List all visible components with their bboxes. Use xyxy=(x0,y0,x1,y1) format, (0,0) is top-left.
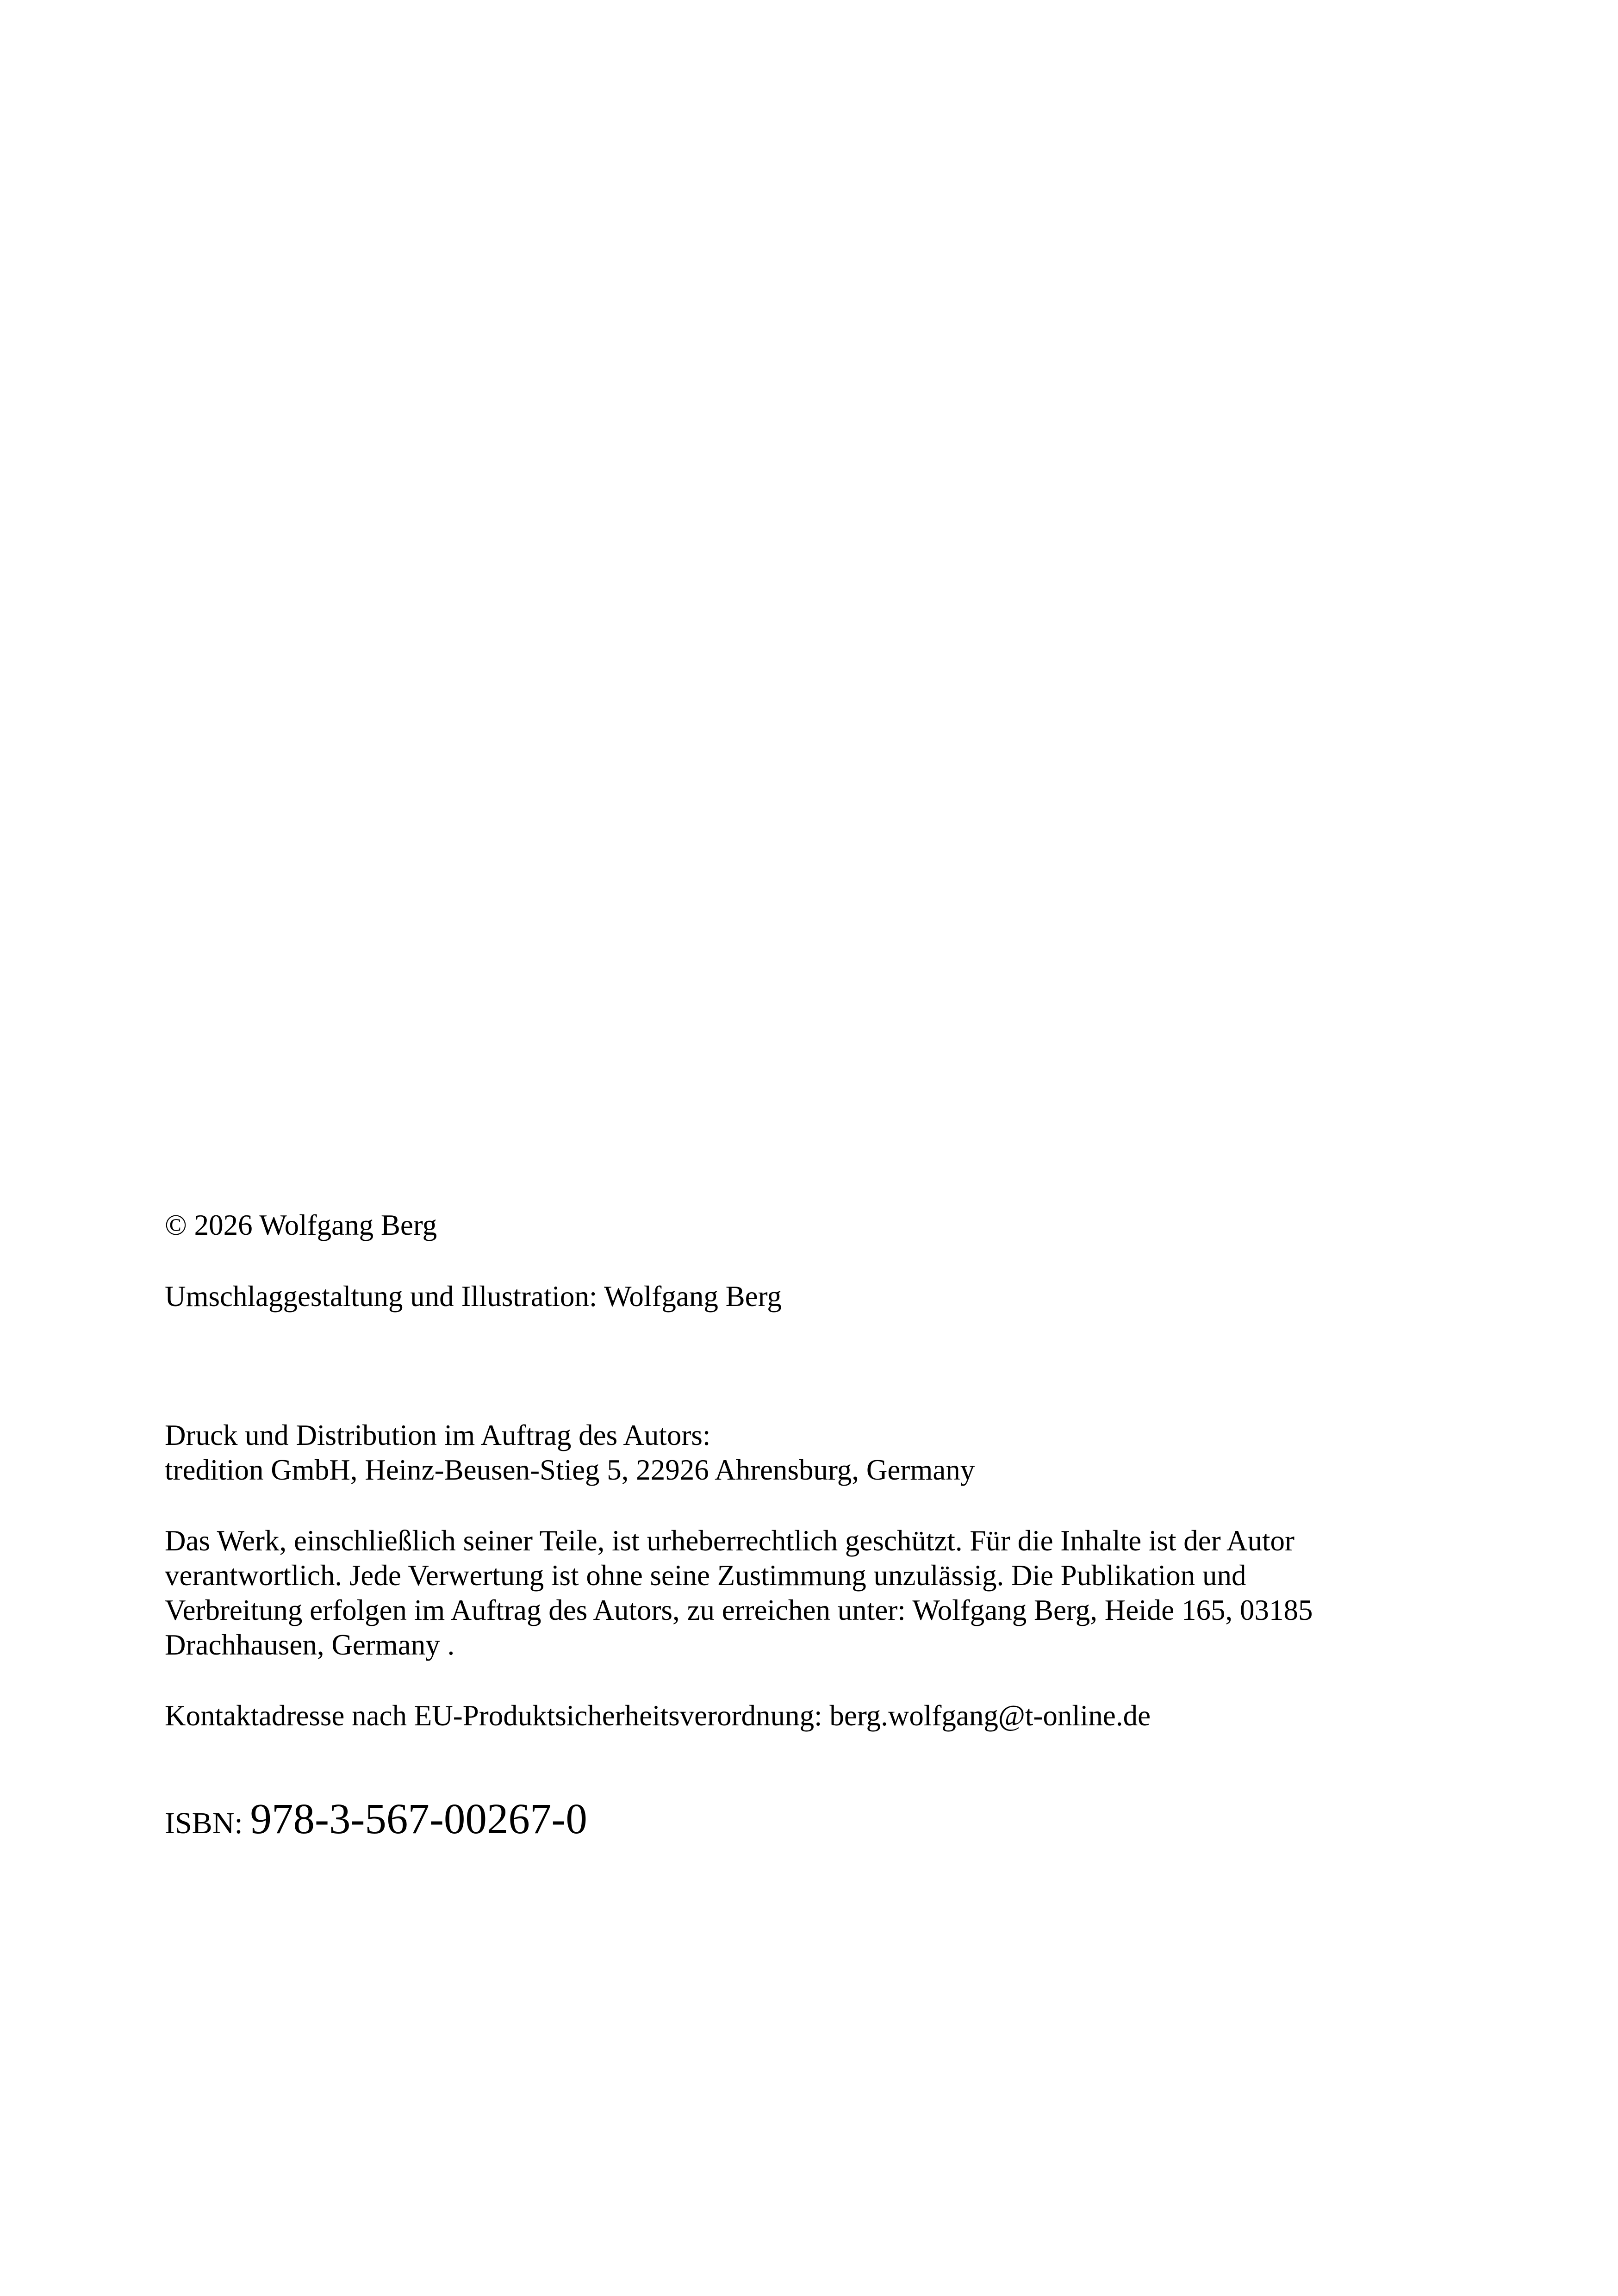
isbn-number: 978-3-567-00267-0 xyxy=(250,1795,587,1843)
legal-line-3: Verbreitung erfolgen im Auftrag des Autors, zu erreichen unter: Wolfgang Berg, Heide 165, 03185 xyxy=(165,1594,1313,1626)
isbn xyxy=(165,1794,1488,1849)
printer-line-1: Druck und Distribution im Auftrag des Autors: xyxy=(165,1419,711,1451)
isbn-label: ISBN: xyxy=(165,1806,243,1840)
legal-notice xyxy=(165,1524,1488,1662)
contact-text: Kontaktadresse nach EU-Produktsicherheitsverordnung: berg.wolfgang@t-online.de xyxy=(165,1699,1151,1732)
copyright-text: © 2026 Wolfgang Berg xyxy=(165,1209,437,1241)
legal-line-1: Das Werk, einschließlich seiner Teile, ist urheberrechtlich geschützt. Für die Inhalte ist der Autor xyxy=(165,1524,1294,1557)
printer-line-2: tredition GmbH, Heinz-Beusen-Stieg 5, 22926 Ahrensburg, Germany xyxy=(165,1454,975,1486)
cover-credit-text: Umschlaggestaltung und Illustration: Wolfgang Berg xyxy=(165,1280,782,1313)
copyright-notice xyxy=(165,1208,1488,1243)
contact-info xyxy=(165,1699,1488,1733)
cover-credit xyxy=(165,1279,1488,1314)
legal-line-2: verantwortlich. Jede Verwertung ist ohne seine Zustimmung unzulässig. Die Publikation und xyxy=(165,1559,1246,1592)
legal-line-4: Drachhausen, Germany . xyxy=(165,1629,455,1661)
printer-info xyxy=(165,1418,1488,1487)
